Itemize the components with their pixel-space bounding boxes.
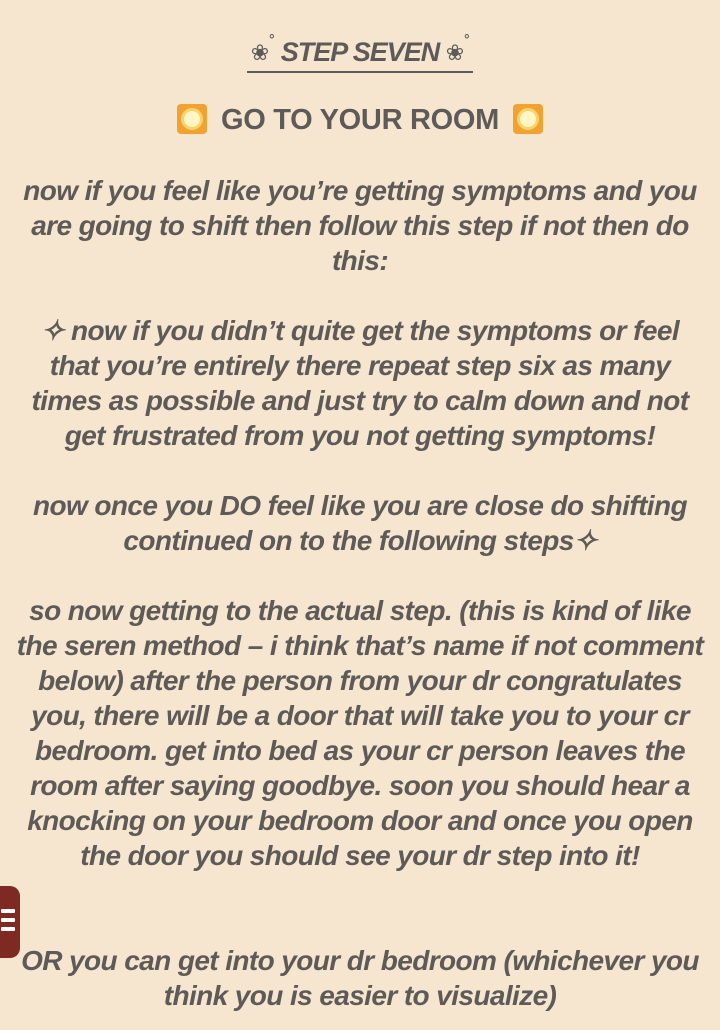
sun-emoji-icon — [513, 104, 543, 134]
flower-icon: ❀ — [445, 40, 464, 65]
step-title — [0, 26, 720, 73]
paragraph-symptoms-intro: now if you feel like you’re getting symptoms and you are going to shift then follow this step if not then do this: — [23, 175, 697, 276]
paragraph-close-to-shifting: now once you DO feel like you are close do shifting continued on to the following steps✧ — [33, 490, 687, 556]
degree-ring-icon: ˚ — [269, 33, 275, 53]
flower-icon: ❀ — [250, 40, 269, 65]
section-heading — [0, 101, 720, 139]
sun-emoji-icon — [177, 104, 207, 134]
section-heading-text: GO TO YOUR ROOM — [220, 104, 499, 136]
paragraph-alternative: OR you can get into your dr bedroom (whichever you think you is easier to visualize) — [21, 945, 699, 1011]
step-title-underline — [247, 26, 473, 73]
chapter-menu-button[interactable] — [0, 886, 20, 958]
paragraph-repeat-step-six: ✧ now if you didn’t quite get the symptoms or feel that you’re entirely there repeat step six as many times as possible and just try to calm down and not get frustrated from you not getting symptoms! — [31, 315, 689, 451]
step-title-text: STEP SEVEN — [280, 37, 440, 67]
hamburger-menu-icon — [1, 909, 15, 935]
degree-ring-icon: ˚ — [464, 33, 470, 53]
paragraph-actual-step: so now getting to the actual step. (this is kind of like the seren method – i think that’s name if not comment below) after the person from your dr congratulates you, there will be a door that will take you to your cr bedroom. get into bed as your cr person leaves the room after saying goodbye. soon you should hear a knocking on your bedroom door and once you open the door you should see your dr step into it! — [16, 595, 704, 871]
